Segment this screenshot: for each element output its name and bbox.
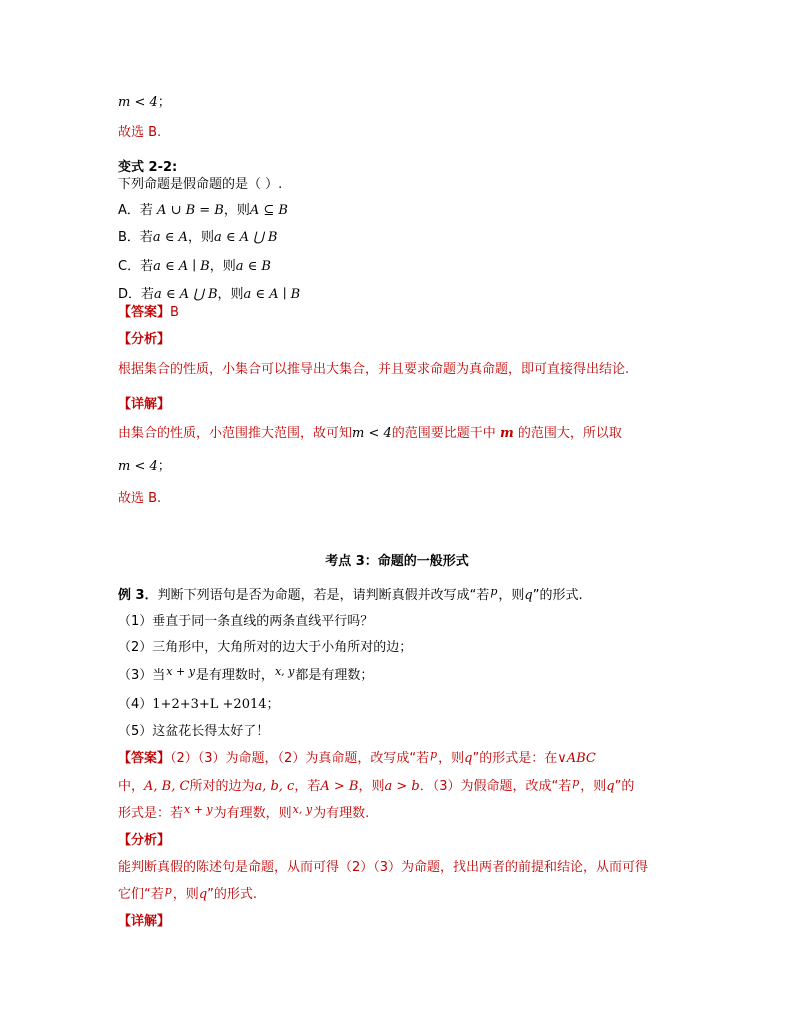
example-intro xyxy=(118,587,583,605)
analysis-l2-c: ”的形式. xyxy=(207,887,258,902)
detail-text-3: 的范围大，所以取 xyxy=(517,426,622,441)
analysis-tag: 【分析】 xyxy=(118,332,171,347)
example-answer-line-2 xyxy=(118,778,634,796)
answer-tag: 【答案】 xyxy=(118,305,171,320)
answer-triangle: ∨ABC xyxy=(557,751,596,766)
option-a-premise: A ∪ B = B xyxy=(157,203,224,218)
example-q: q xyxy=(524,588,533,603)
item-4-prefix: （4） xyxy=(118,697,153,712)
option-b-conclusion: a ∈ A ⋃ B xyxy=(213,230,278,245)
option-b xyxy=(118,229,277,247)
prev-choose: 故选 B. xyxy=(118,125,162,140)
prev-semicolon: ； xyxy=(157,95,171,110)
analysis-l2-p: p xyxy=(164,884,172,897)
detail-condition: m < 4 xyxy=(118,459,158,474)
option-d-conclusion: a ∈ A ∣ B xyxy=(243,287,301,302)
example-detail-tag: 【详解】 xyxy=(118,914,171,929)
example-label: 例 3． xyxy=(118,588,158,603)
analysis-l2-q: q xyxy=(198,887,208,902)
detail-m-symbol: m xyxy=(499,426,514,441)
item-3-suffix: 都是有理数； xyxy=(295,668,374,683)
answer-value: B xyxy=(170,305,179,320)
prev-condition-line xyxy=(118,94,171,112)
option-c-conclusion: a ∈ B xyxy=(235,259,271,274)
detail-tag: 【详解】 xyxy=(118,397,171,412)
detail-text-2: 的范围要比题干中 xyxy=(391,426,496,441)
variant-heading: 变式 2-2: xyxy=(118,160,178,175)
option-c-premise: a ∈ A ∣ B xyxy=(153,259,210,274)
item-4-expr: 1+2+3+L +2014 xyxy=(152,697,267,712)
answer-l3-vars: x, y xyxy=(292,803,313,816)
option-b-premise: a ∈ A xyxy=(152,230,188,245)
option-c-label: C．若 xyxy=(118,259,154,274)
answer-l2-q: q xyxy=(606,779,615,794)
section-title: 考点 3：命题的一般形式 xyxy=(325,554,469,569)
answer-condition: A > B xyxy=(320,779,359,794)
example-p: p xyxy=(490,585,498,598)
detail-semicolon: ； xyxy=(157,459,171,474)
example-analysis-line-1: 能判断真假的陈述句是命题，从而可得（2）（3）为命题，找出两者的前提和结论，从而可得 xyxy=(118,860,649,875)
detail-line-1 xyxy=(118,425,622,443)
option-a-conclusion: A ⊆ B xyxy=(249,203,288,218)
answer-l1-p: p xyxy=(430,748,438,761)
item-3-vars: x, y xyxy=(274,665,295,678)
option-d-then: ，则 xyxy=(217,287,244,302)
example-intro-3: ”的形式. xyxy=(532,588,583,603)
analysis-l2-b: ，则 xyxy=(172,887,199,902)
answer-l3-b: 为有理数，则 xyxy=(213,806,292,821)
example-answer-tag: 【答案】 xyxy=(118,751,171,766)
option-c xyxy=(118,258,271,276)
answer-l2-a: 中， xyxy=(118,779,145,794)
answer-l3-expr: x + y xyxy=(184,803,213,816)
answer-angles: A, B, C xyxy=(144,779,190,794)
example-intro-2: ，则 xyxy=(498,588,525,603)
item-3-mid: 是有理数时， xyxy=(195,668,274,683)
item-4-suffix: ； xyxy=(266,697,280,712)
analysis-l2-a: 它们“若 xyxy=(118,887,164,902)
item-3-expr: x + y xyxy=(166,665,195,678)
variant-answer xyxy=(118,304,179,322)
answer-l1-b: ，则 xyxy=(438,751,465,766)
example-item-1: （1）垂直于同一条直线的两条直线平行吗？ xyxy=(118,614,374,629)
example-intro-1: 判断下列语句是否为命题，若是，请判断真假并改写成“若 xyxy=(157,588,490,603)
example-answer-line-3 xyxy=(118,805,369,823)
variant-question: 下列命题是假命题的是（ ）. xyxy=(118,177,283,192)
detail-condition-line xyxy=(118,458,171,476)
example-analysis-line-2 xyxy=(118,886,257,904)
answer-l2-b: 所对的边为 xyxy=(189,779,255,794)
option-d xyxy=(118,286,300,304)
example-item-3 xyxy=(118,667,373,685)
answer-l1-q: q xyxy=(464,751,473,766)
option-a-label: A．若 xyxy=(118,203,153,218)
detail-choose: 故选 B. xyxy=(118,491,162,506)
answer-l2-e: ．（3）为假命题，改成“若 xyxy=(419,779,572,794)
answer-l3-a: 形式是：若 xyxy=(118,806,184,821)
example-item-4 xyxy=(118,696,280,714)
example-answer-line-1 xyxy=(118,750,596,768)
prev-condition: m < 4 xyxy=(118,95,158,110)
answer-l2-p: p xyxy=(572,776,580,789)
answer-l2-d: ，则 xyxy=(358,779,385,794)
option-a-then: ，则 xyxy=(223,203,250,218)
answer-sides: a, b, c xyxy=(254,779,295,794)
detail-expr: m < 4 xyxy=(352,426,392,441)
answer-l2-g: ”的 xyxy=(614,779,635,794)
option-b-then: ，则 xyxy=(187,230,214,245)
item-3-prefix: （3）当 xyxy=(118,668,166,683)
example-analysis-tag: 【分析】 xyxy=(118,833,171,848)
option-c-then: ，则 xyxy=(209,259,236,274)
answer-l2-c: ，若 xyxy=(294,779,321,794)
example-item-2: （2）三角形中，大角所对的边大于小角所对的边； xyxy=(118,640,413,655)
option-a xyxy=(118,202,288,220)
answer-l3-c: 为有理数. xyxy=(313,806,370,821)
analysis-text: 根据集合的性质，小集合可以推导出大集合，并且要求命题为真命题，即可直接得出结论. xyxy=(118,362,630,377)
option-b-label: B．若 xyxy=(118,230,153,245)
option-d-premise: a ∈ A ⋃ B xyxy=(154,287,218,302)
example-item-5: （5）这盆花长得太好了！ xyxy=(118,724,270,739)
option-d-label: D．若 xyxy=(118,287,155,302)
answer-l1-a: （2）（3）为命题，（2）为真命题，改写成“若 xyxy=(170,751,430,766)
detail-text-1: 由集合的性质，小范围推大范围，故可知 xyxy=(118,426,353,441)
answer-l1-c: ”的形式是：在 xyxy=(472,751,558,766)
answer-l2-f: ，则 xyxy=(580,779,607,794)
answer-result: a > b xyxy=(384,779,420,794)
